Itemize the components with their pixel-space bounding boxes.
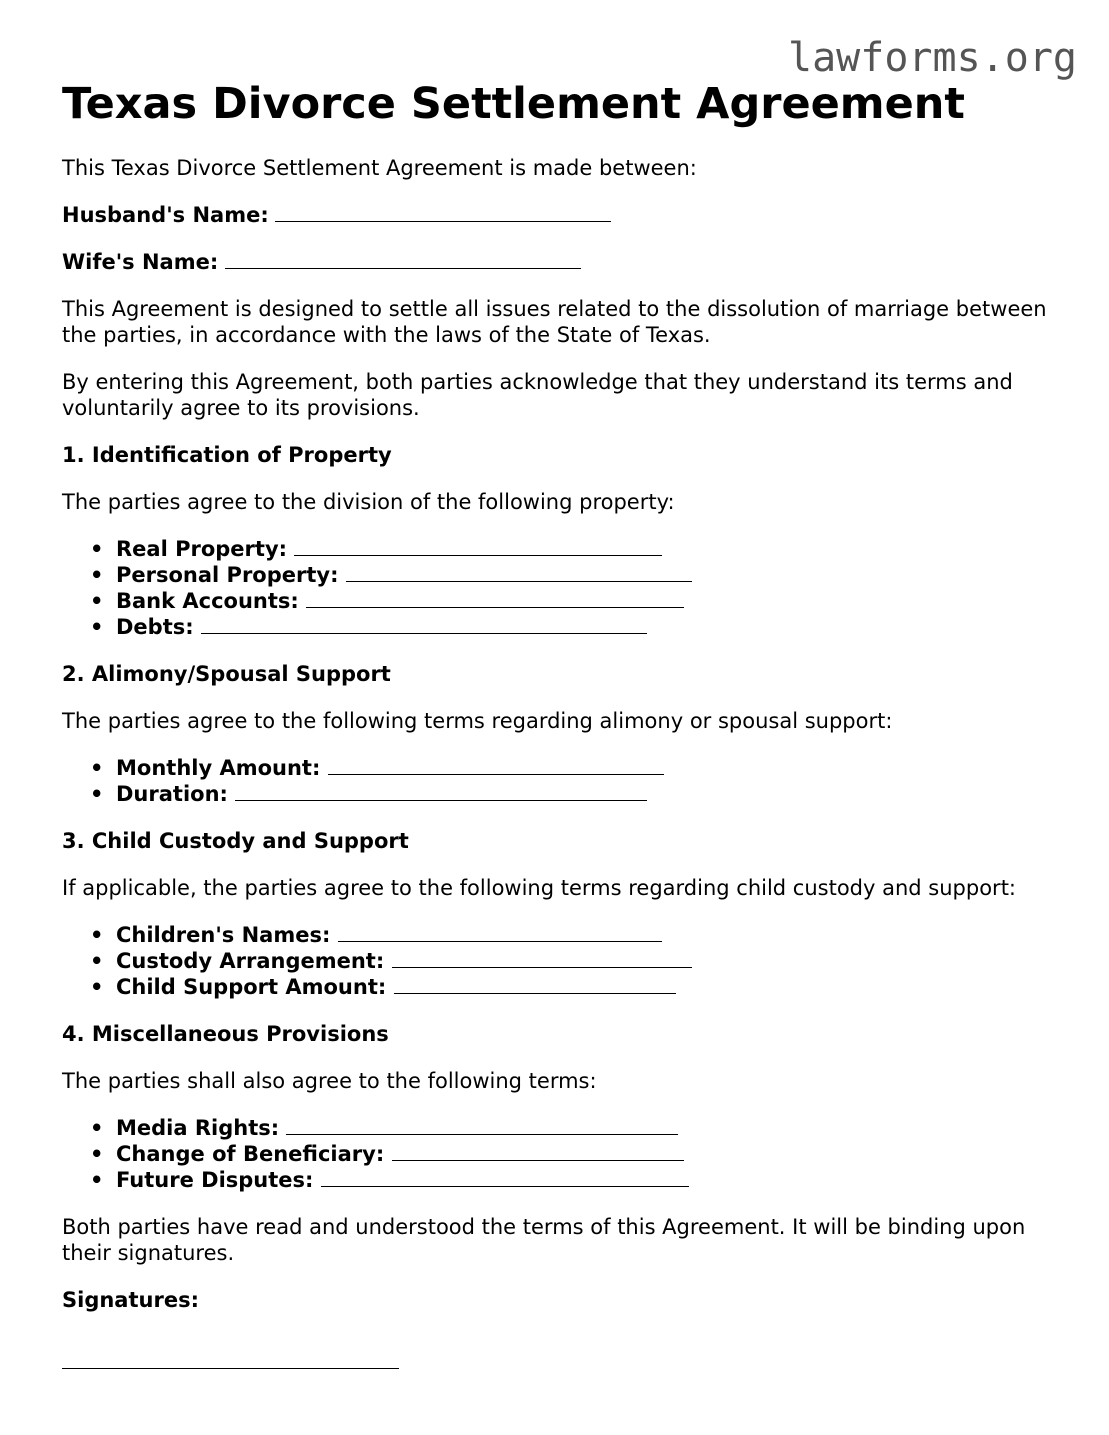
list-item bbox=[116, 1141, 1052, 1167]
husband-name-blank[interactable] bbox=[275, 203, 611, 222]
wife-name-label: Wife's Name: bbox=[62, 250, 219, 275]
husband-name-label: Husband's Name: bbox=[62, 203, 269, 228]
section-text-alimony: The parties agree to the following terms regarding alimony or spousal support: bbox=[62, 709, 893, 734]
list-item bbox=[116, 536, 1052, 562]
list-item bbox=[116, 1167, 1052, 1193]
misc-list bbox=[62, 1115, 1052, 1193]
list-item bbox=[116, 755, 1052, 781]
section-heading-property: 1. Identification of Property bbox=[62, 443, 392, 468]
child-support-amount-blank[interactable] bbox=[394, 975, 676, 994]
list-item bbox=[116, 781, 1052, 807]
monthly-amount-blank[interactable] bbox=[328, 756, 664, 775]
section-text-custody: If applicable, the parties agree to the following terms regarding child custody and support: bbox=[62, 876, 1017, 901]
section-heading-misc: 4. Miscellaneous Provisions bbox=[62, 1022, 389, 1047]
list-item bbox=[116, 922, 1052, 948]
media-rights-label: Media Rights: bbox=[116, 1116, 280, 1141]
custody-list bbox=[62, 922, 1052, 1000]
section-text-misc: The parties shall also agree to the following terms: bbox=[62, 1069, 597, 1094]
section-text-property: The parties agree to the division of the following property: bbox=[62, 490, 675, 515]
media-rights-blank[interactable] bbox=[286, 1116, 678, 1135]
wife-name-blank[interactable] bbox=[225, 250, 581, 269]
personal-property-blank[interactable] bbox=[346, 563, 692, 582]
change-of-beneficiary-label: Change of Beneficiary: bbox=[116, 1142, 385, 1167]
duration-label: Duration: bbox=[116, 782, 228, 807]
childrens-names-blank[interactable] bbox=[338, 923, 662, 942]
real-property-label: Real Property: bbox=[116, 537, 288, 562]
list-item bbox=[116, 614, 1052, 640]
alimony-list bbox=[62, 755, 1052, 807]
acknowledgement-text: By entering this Agreement, both parties acknowledge that they understand its terms and voluntarily agree to its provisions. bbox=[62, 370, 1013, 421]
custody-arrangement-blank[interactable] bbox=[392, 949, 692, 968]
future-disputes-label: Future Disputes: bbox=[116, 1168, 314, 1193]
husband-name-field bbox=[62, 202, 1052, 228]
debts-blank[interactable] bbox=[201, 615, 647, 634]
list-item bbox=[116, 588, 1052, 614]
document-title: Texas Divorce Settlement Agreement bbox=[62, 79, 965, 129]
future-disputes-blank[interactable] bbox=[321, 1168, 689, 1187]
list-item bbox=[116, 562, 1052, 588]
monthly-amount-label: Monthly Amount: bbox=[116, 756, 321, 781]
change-of-beneficiary-blank[interactable] bbox=[392, 1142, 684, 1161]
closing-text: Both parties have read and understood the terms of this Agreement. It will be binding upon their signatures. bbox=[62, 1215, 1026, 1266]
signature-line[interactable] bbox=[62, 1367, 399, 1369]
list-item bbox=[116, 948, 1052, 974]
document-page bbox=[62, 80, 1052, 1369]
signatures-label: Signatures: bbox=[62, 1288, 199, 1313]
list-item bbox=[116, 974, 1052, 1000]
purpose-text: This Agreement is designed to settle all issues related to the dissolution of marriage between the parties, in accordance with the laws of the State of Texas. bbox=[62, 297, 1047, 348]
section-heading-alimony: 2. Alimony/Spousal Support bbox=[62, 662, 391, 687]
custody-arrangement-label: Custody Arrangement: bbox=[116, 949, 385, 974]
childrens-names-label: Children's Names: bbox=[116, 923, 331, 948]
real-property-blank[interactable] bbox=[294, 537, 662, 556]
duration-blank[interactable] bbox=[235, 782, 647, 801]
list-item bbox=[116, 1115, 1052, 1141]
personal-property-label: Personal Property: bbox=[116, 563, 339, 588]
section-heading-custody: 3. Child Custody and Support bbox=[62, 829, 409, 854]
child-support-amount-label: Child Support Amount: bbox=[116, 975, 387, 1000]
property-list bbox=[62, 536, 1052, 640]
bank-accounts-blank[interactable] bbox=[306, 589, 684, 608]
lawforms-watermark: lawforms.org bbox=[788, 35, 1077, 81]
debts-label: Debts: bbox=[116, 615, 194, 640]
wife-name-field bbox=[62, 249, 1052, 275]
bank-accounts-label: Bank Accounts: bbox=[116, 589, 299, 614]
intro-text: This Texas Divorce Settlement Agreement is made between: bbox=[62, 156, 697, 181]
